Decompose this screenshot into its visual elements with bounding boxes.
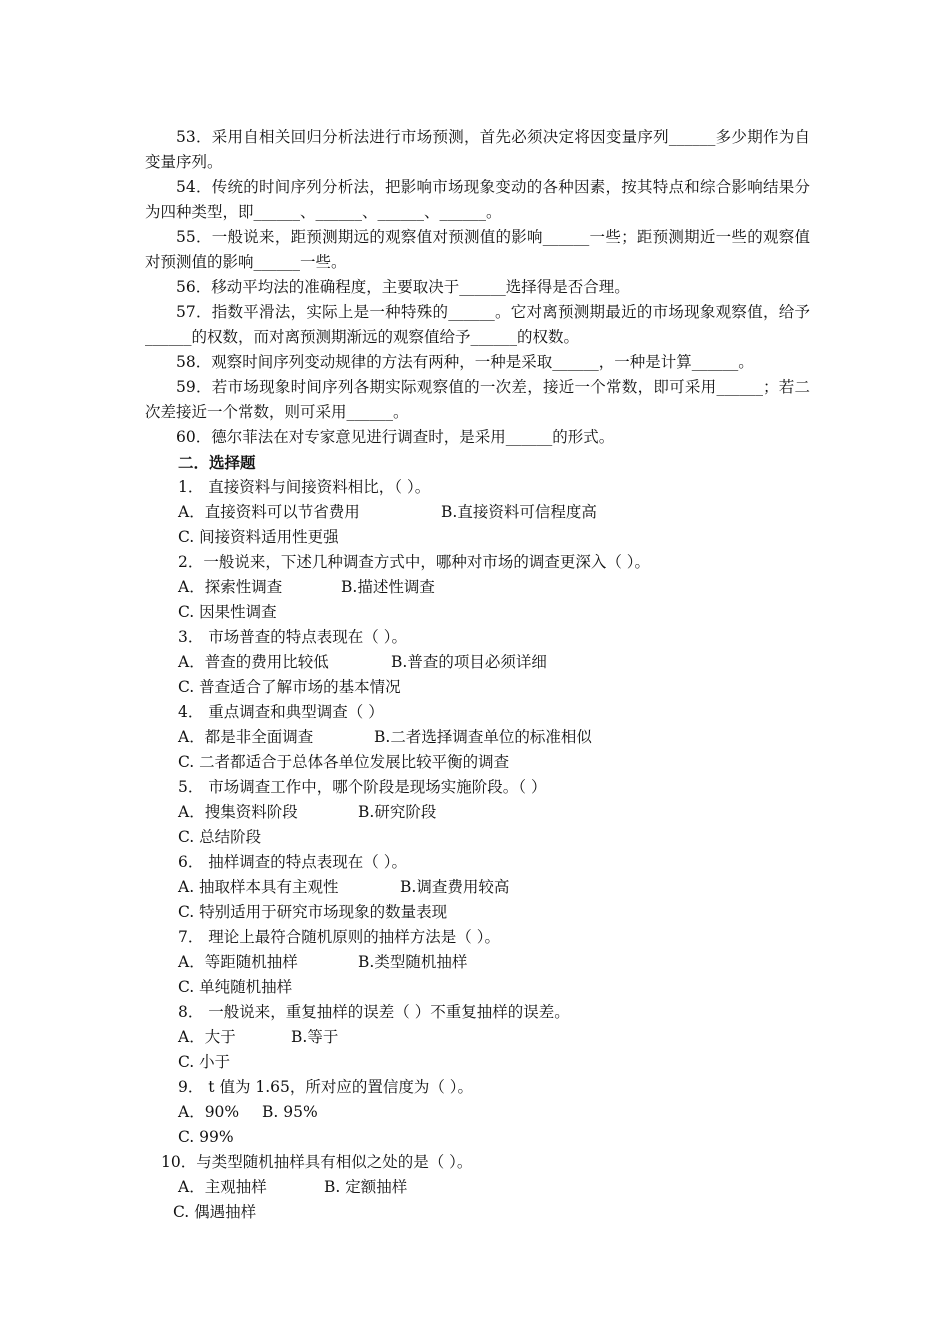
choice-question-9: 9． t 值为 1.65，所对应的置信度为（ ）。 — [178, 1078, 474, 1096]
q2-option-c: C. 因果性调查 — [178, 603, 277, 621]
q7-option-c: C. 单纯随机抽样 — [178, 978, 293, 996]
q5-option-b: B.研究阶段 — [358, 803, 437, 821]
q8-option-b: B.等于 — [291, 1028, 339, 1046]
q8-option-a: A．大于 — [178, 1028, 236, 1046]
q6-option-a: A. 抽取样本具有主观性 — [178, 878, 339, 896]
choice-question-10: 10．与类型随机抽样具有相似之处的是（ ）。 — [161, 1153, 473, 1171]
q2-option-a: A．探索性调查 — [178, 578, 283, 596]
question-60: 60．德尔菲法在对专家意见进行调查时，是采用______的形式。 — [176, 428, 615, 446]
choice-question-5: 5． 市场调查工作中，哪个阶段是现场实施阶段。（ ） — [178, 778, 547, 796]
q1-option-c: C. 间接资料适用性更强 — [178, 528, 339, 546]
q3-option-b: B.普查的项目必须详细 — [391, 653, 547, 671]
q1-option-a: A．直接资料可以节省费用 — [178, 503, 360, 521]
question-57: 57．指数平滑法，实际上是一种特殊的______。它对离预测期最近的市场现象观察值，给予______的权数，而对离预测期渐远的观察值给予______的权数。 — [145, 303, 810, 346]
q10-option-a: A．主观抽样 — [178, 1178, 267, 1196]
q5-option-a: A．搜集资料阶段 — [178, 803, 298, 821]
choice-question-8: 8． 一般说来，重复抽样的误差（ ）不重复抽样的误差。 — [178, 1003, 570, 1021]
choice-question-3: 3． 市场普查的特点表现在（ ）。 — [178, 628, 407, 646]
q3-option-a: A．普查的费用比较低 — [178, 653, 329, 671]
q9-option-a: A．90% — [178, 1103, 240, 1121]
q7-option-b: B.类型随机抽样 — [358, 953, 468, 971]
question-56: 56．移动平均法的准确程度，主要取决于______选择得是否合理。 — [176, 278, 630, 296]
q10-option-b: B. 定额抽样 — [324, 1178, 408, 1196]
q2-option-b: B.描述性调查 — [341, 578, 435, 596]
question-59: 59．若市场现象时间序列各期实际观察值的一次差，接近一个常数，即可采用______；若二次差接近一个常数，则可采用______。 — [145, 378, 810, 421]
q6-option-c: C. 特别适用于研究市场现象的数量表现 — [178, 903, 448, 921]
q6-option-b: B.调查费用较高 — [400, 878, 510, 896]
question-55: 55．一般说来，距预测期远的观察值对预测值的影响______一些；距预测期近一些的观察值对预测值的影响______一些。 — [145, 228, 810, 271]
q4-option-a: A．都是非全面调查 — [178, 728, 314, 746]
q3-option-c: C. 普查适合了解市场的基本情况 — [178, 678, 401, 696]
q10-option-c: C. 偶遇抽样 — [173, 1203, 257, 1221]
choice-question-4: 4． 重点调查和典型调查（ ） — [178, 703, 384, 721]
question-54: 54．传统的时间序列分析法，把影响市场现象变动的各种因素，按其特点和综合影响结果分为四种类型，即______、______、______、______。 — [145, 178, 810, 221]
q7-option-a: A．等距随机抽样 — [178, 953, 298, 971]
choice-question-6: 6． 抽样调查的特点表现在（ ）。 — [178, 853, 407, 871]
q4-option-c: C. 二者都适合于总体各单位发展比较平衡的调查 — [178, 753, 510, 771]
section-heading: 二．选择题 — [178, 453, 256, 472]
q5-option-c: C. 总结阶段 — [178, 828, 262, 846]
q1-option-b: B.直接资料可信程度高 — [441, 503, 597, 521]
q8-option-c: C. 小于 — [178, 1053, 231, 1071]
q4-option-b: B.二者选择调查单位的标准相似 — [374, 728, 592, 746]
question-53: 53．采用自相关回归分析法进行市场预测，首先必须决定将因变量序列______多少期作为自变量序列。 — [145, 128, 810, 171]
q9-option-c: C. 99% — [178, 1128, 234, 1146]
question-58: 58．观察时间序列变动规律的方法有两种，一种是采取______，一种是计算______。 — [176, 353, 754, 371]
choice-question-2: 2．一般说来，下述几种调查方式中，哪种对市场的调查更深入（ ）。 — [178, 553, 651, 571]
q9-option-b: B. 95% — [262, 1103, 318, 1121]
choice-question-7: 7． 理论上最符合随机原则的抽样方法是（ ）。 — [178, 928, 500, 946]
choice-question-1: 1． 直接资料与间接资料相比，（ ）。 — [178, 478, 431, 496]
